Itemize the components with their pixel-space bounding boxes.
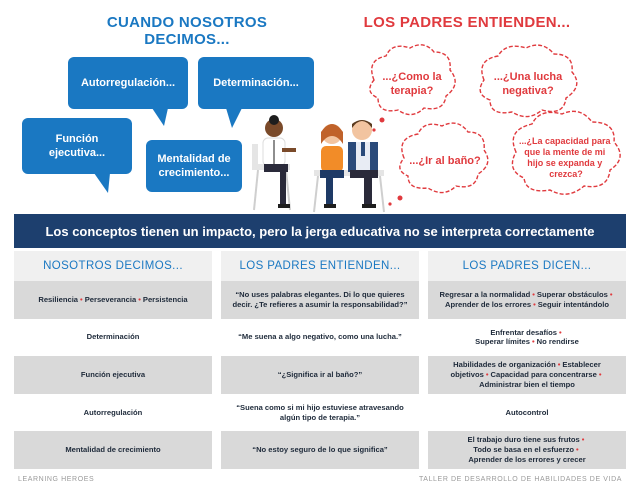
cell-text: Determinación — [86, 332, 140, 342]
column-we-say — [14, 251, 212, 469]
thought-cloud-text: ...¿Ir al baño? — [409, 155, 481, 167]
cell-text: Enfrentar desafíos • Superar límites • No rendirse — [475, 327, 579, 347]
table-row — [428, 431, 626, 469]
table-row — [14, 356, 212, 394]
cell-text: “No estoy seguro de lo que significa” — [252, 445, 388, 455]
speech-bubble-text: Función ejecutiva... — [48, 132, 106, 159]
table-row — [221, 356, 419, 394]
table-row — [14, 394, 212, 432]
table-row — [14, 281, 212, 319]
bullet-dot: • — [609, 289, 613, 299]
speech-bubble-tail — [226, 108, 244, 130]
table-row — [221, 281, 419, 319]
title-banner: Los conceptos tienen un impacto, pero la jerga educativa no se interpreta correctamente — [14, 214, 626, 248]
column-parents-understand — [221, 251, 419, 469]
cell-text: “No uses palabras elegantes. Di lo que quieres decir. ¿Te refieres a asumir la responsabilidad?” — [232, 289, 408, 309]
table-row — [14, 431, 212, 469]
bullet-dot: • — [80, 294, 83, 304]
bullet-dot: • — [557, 360, 561, 370]
cell-text: El trabajo duro tiene sus frutos • Todo se basa en el esfuerzo • Aprender de los errores y crecer — [467, 435, 586, 465]
footer-brand: LEARNING HEROES — [18, 476, 95, 483]
table-row — [428, 394, 626, 432]
thought-cloud-text: ...¿Como la terapia? — [382, 71, 442, 97]
thought-clouds — [360, 40, 640, 212]
cell-text: Regresar a la normalidad • Superar obstáculos • Aprender de los errores • Seguir intentándolo — [439, 289, 613, 309]
speech-bubble-tail — [152, 108, 170, 128]
bullet-dot: • — [581, 435, 585, 445]
table-row — [428, 356, 626, 394]
cell-text: Resiliencia • Perseverancia • Persistencia — [38, 294, 188, 304]
table-row — [428, 319, 626, 357]
heading-parents-understand: LOS PADRES ENTIENDEN... — [363, 14, 571, 31]
bullet-dot: • — [138, 294, 141, 304]
bullet-dot: • — [576, 445, 579, 455]
speech-bubble-funcion-ejecutiva — [22, 118, 132, 174]
thought-cloud-text: ...¿Una lucha negativa? — [493, 71, 563, 97]
speech-bubble-autorregulacion — [68, 57, 188, 109]
speech-bubble-mentalidad — [146, 140, 242, 192]
speech-bubble-determinacion — [198, 57, 314, 109]
table-row — [14, 319, 212, 357]
speech-bubble-text: Mentalidad de crecimiento... — [157, 152, 231, 179]
cell-text: Mentalidad de crecimiento — [65, 445, 161, 455]
bullet-dot: • — [485, 370, 489, 380]
cell-text: Función ejecutiva — [80, 370, 146, 380]
cell-text: “Suena como si mi hijo estuviese atravesando algún tipo de terapia.” — [236, 402, 404, 422]
column-header: LOS PADRES ENTIENDEN... — [239, 260, 401, 272]
cell-text: Autocontrol — [505, 407, 549, 417]
bullet-dot: • — [532, 337, 535, 347]
table-row — [221, 394, 419, 432]
cell-text: “¿Significa ir al baño?” — [277, 370, 363, 380]
bullet-dot: • — [532, 289, 535, 299]
bullet-dot: • — [598, 370, 602, 380]
table-row — [221, 431, 419, 469]
speech-bubble-text: Autorregulación... — [80, 76, 176, 89]
speech-bubble-text: Determinación... — [213, 76, 299, 89]
thought-cloud-text: ...¿La capacidad para que la mente de mi hijo se expanda y crezca? — [518, 136, 611, 179]
column-header: NOSOTROS DECIMOS... — [43, 260, 183, 272]
cell-text: Autorregulación — [83, 407, 143, 417]
footer-workshop-title: TALLER DE DESARROLLO DE HABILIDADES DE VIDA — [418, 476, 622, 483]
cell-text: Habilidades de organización • Establecer objetivos • Capacidad para concentrarse • Administrar bien el tiempo — [450, 360, 602, 389]
column-header: LOS PADRES DICEN... — [462, 260, 592, 272]
column-parents-say — [428, 251, 626, 469]
table-row — [428, 281, 626, 319]
bullet-dot: • — [559, 327, 562, 337]
cell-text: “Me suena a algo negativo, como una lucha.” — [238, 332, 402, 342]
table-row — [221, 319, 419, 357]
speech-bubble-tail — [94, 173, 112, 195]
heading-we-say: CUANDO NOSOTROS DECIMOS... — [106, 14, 268, 48]
bullet-dot: • — [533, 299, 536, 309]
